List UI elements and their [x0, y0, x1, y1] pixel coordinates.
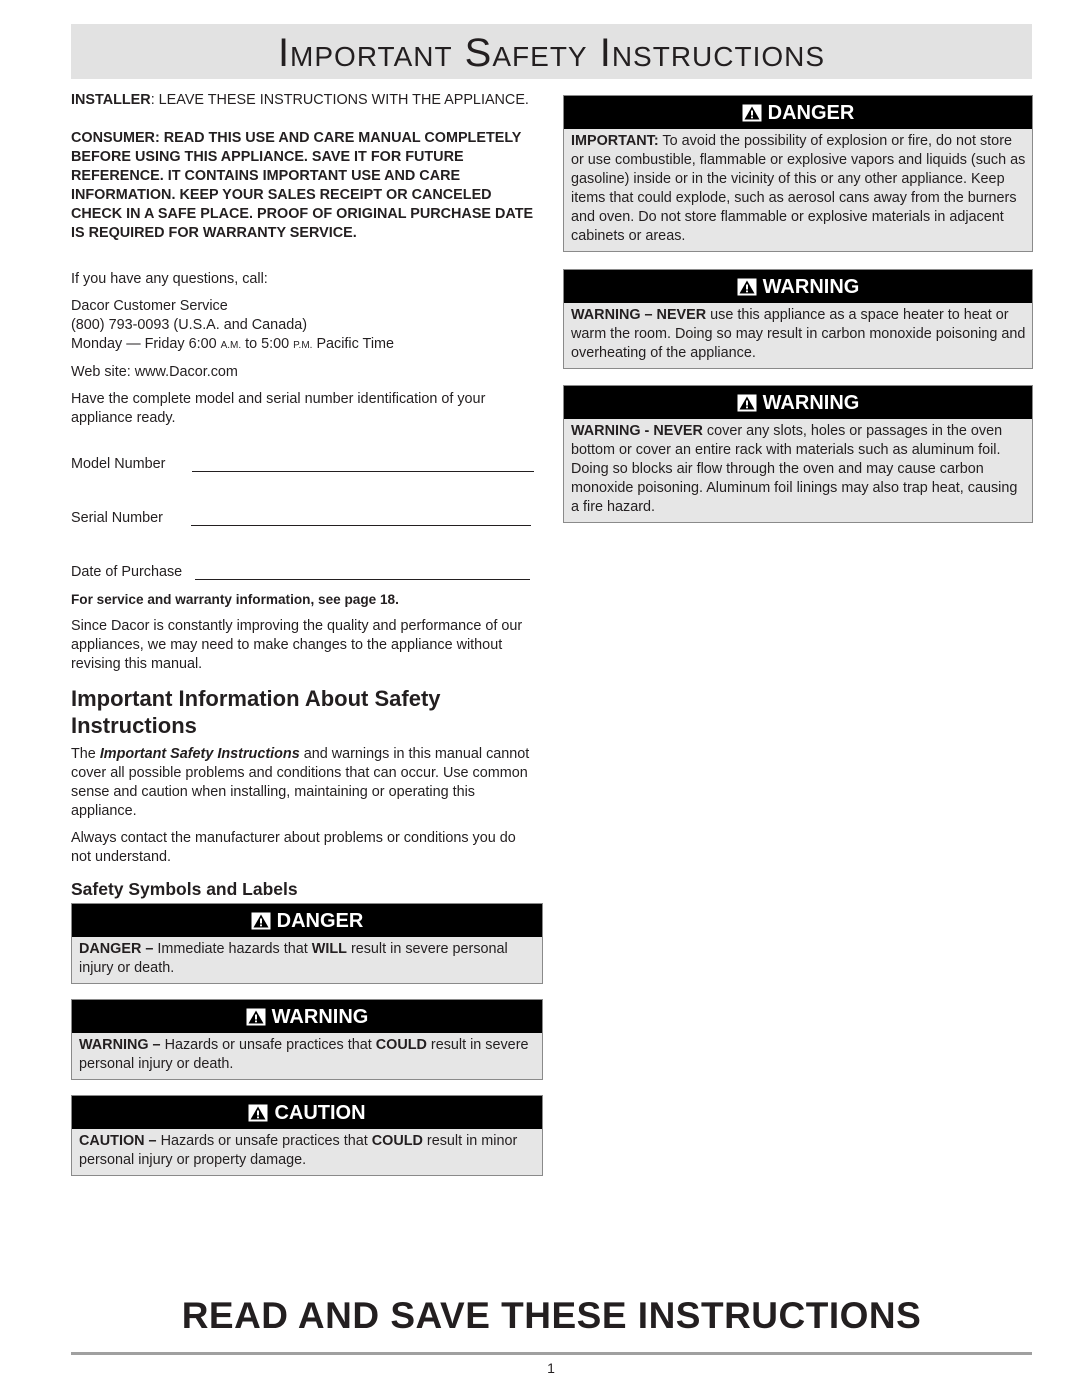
warning-space-heater-body: use this appliance as a space heater to heat or warm the room. Doing so may result in carbon monoxide poisoning and overheating of the appliance. — [571, 307, 1026, 361]
serial-number-field[interactable] — [71, 509, 543, 528]
danger-explosion-body: To avoid the possibility of explosion or fire, do not store or use combustible, flammable or explosive vapors and liquids (such as gasoline) inside or in the vicinity of this or any other appliance. Keep items that could explode, such as aerosol cans away from the burners and oven. Do not store flammable or explosive materials in adjacent cabinets or areas. — [571, 133, 1026, 244]
info-paragraph-1 — [71, 745, 537, 821]
date-of-purchase-label: Date of Purchase — [71, 564, 183, 580]
caution-label-post: result in minor personal injury or property damage. — [79, 1133, 518, 1168]
caution-label-title: CAUTION — [274, 1102, 366, 1124]
footer-divider — [71, 1352, 1032, 1355]
service-warranty-note: For service and warranty information, see page 18. — [71, 592, 399, 607]
left-column — [71, 91, 543, 1176]
caution-label-lead: CAUTION – — [79, 1133, 157, 1149]
pm-label: P.M. — [293, 340, 313, 351]
info-p1-pre: The — [71, 746, 96, 762]
serial-number-label: Serial Number — [71, 510, 163, 526]
warning-label-key: COULD — [375, 1037, 427, 1053]
warning-triangle-icon — [251, 912, 271, 930]
danger-explosion-text — [564, 129, 1032, 251]
warning-foil-body: cover any slots, holes or passages in the oven bottom or cover an entire rack with materials such as aluminum foil. Doing so blocks air flow through the oven and may cause carbon monoxide poisoning. Aluminum foil linings may also trap heat, causing a fire hazard. — [571, 423, 1018, 515]
caution-label-header — [72, 1096, 542, 1129]
warning-triangle-icon — [737, 394, 757, 412]
installer-text: : LEAVE THESE INSTRUCTIONS WITH THE APPLIANCE. — [150, 92, 529, 108]
danger-label-post: result in severe personal injury or death. — [79, 941, 508, 976]
am-label: A.M. — [220, 340, 242, 351]
warning-label-lead: WARNING – — [79, 1037, 161, 1053]
caution-label-box — [71, 1095, 543, 1176]
warning-space-heater-text — [564, 303, 1032, 368]
warning-space-heater-box — [563, 269, 1033, 369]
consumer-note: CONSUMER: READ THIS USE AND CARE MANUAL COMPLETELY BEFORE USING THIS APPLIANCE. SAVE IT FOR FUTURE REFERENCE. IT CONTAINS IMPORTANT USE AND CARE INFORMATION. KEEP YOUR SALES RECEIPT OR CANCELED CHECK IN A SAFE PLACE. PROOF OF ORIGINAL PURCHASE DATE IS REQUIRED FOR WARRANTY SERVICE. — [71, 130, 534, 241]
model-number-field[interactable] — [71, 455, 543, 474]
danger-label-title: DANGER — [276, 910, 364, 932]
info-p1-emphasis: Important Safety Instructions — [99, 746, 300, 762]
installer-label: INSTALLER — [71, 92, 151, 108]
caution-label-text — [72, 1129, 542, 1175]
caution-label-key: COULD — [371, 1133, 423, 1149]
symbols-heading: Safety Symbols and Labels — [71, 879, 298, 899]
danger-label-lead: DANGER – — [79, 941, 154, 957]
info-paragraph-2: Always contact the manufacturer about problems or conditions you do not understand. — [71, 830, 516, 865]
caution-label-pre: Hazards or unsafe practices that — [160, 1133, 368, 1149]
serial-number-line[interactable] — [191, 525, 531, 526]
warning-label-text — [72, 1033, 542, 1079]
date-of-purchase-field[interactable] — [71, 563, 543, 582]
warning-space-heater-lead: WARNING – NEVER — [571, 307, 707, 323]
right-column — [563, 95, 1033, 523]
service-hours — [71, 335, 543, 355]
warning-triangle-icon — [742, 104, 762, 122]
warning-space-heater-header — [564, 270, 1032, 303]
installer-note — [71, 91, 543, 110]
warning-foil-lead: WARNING - NEVER — [571, 423, 703, 439]
warning-triangle-icon — [737, 278, 757, 296]
model-number-label: Model Number — [71, 456, 166, 472]
improving-note: Since Dacor is constantly improving the quality and performance of our appliances, we may need to make changes to the appliance without revising this manual. — [71, 618, 523, 672]
warning-label-box — [71, 999, 543, 1080]
serial-note: Have the complete model and serial number identification of your appliance ready. — [71, 391, 486, 426]
warning-foil-header — [564, 386, 1032, 419]
model-number-line[interactable] — [192, 471, 534, 472]
page-number: 1 — [547, 1360, 555, 1376]
danger-label-pre: Immediate hazards that — [157, 941, 308, 957]
danger-label-box — [71, 903, 543, 984]
date-of-purchase-line[interactable] — [195, 579, 530, 580]
info-heading: Important Information About Safety Instructions — [71, 686, 441, 738]
warning-label-header — [72, 1000, 542, 1033]
footer-title: READ AND SAVE THESE INSTRUCTIONS — [181, 1295, 922, 1336]
hours-start: Monday — Friday 6:00 — [71, 336, 217, 352]
hours-to: to 5:00 — [245, 336, 290, 352]
danger-explosion-title: DANGER — [767, 102, 855, 124]
warning-foil-title: WARNING — [762, 392, 860, 414]
danger-explosion-lead: IMPORTANT: — [571, 133, 659, 149]
warning-triangle-icon — [246, 1008, 266, 1026]
warning-foil-text — [564, 419, 1032, 522]
warning-foil-box — [563, 385, 1033, 523]
warning-label-title: WARNING — [271, 1006, 369, 1028]
website-text: Web site: www.Dacor.com — [71, 364, 238, 380]
service-phone: (800) 793-0093 (U.S.A. and Canada) — [71, 317, 307, 333]
warning-space-heater-title: WARNING — [762, 276, 860, 298]
hours-end: Pacific Time — [316, 336, 395, 352]
warning-label-post: result in severe personal injury or death. — [79, 1037, 529, 1072]
danger-label-header — [72, 904, 542, 937]
warning-triangle-icon — [248, 1104, 268, 1122]
warning-label-pre: Hazards or unsafe practices that — [164, 1037, 372, 1053]
danger-explosion-box — [563, 95, 1033, 252]
service-name: Dacor Customer Service — [71, 298, 228, 314]
questions-text: If you have any questions, call: — [71, 271, 268, 287]
danger-label-text — [72, 937, 542, 983]
info-p1-post: and warnings in this manual cannot cover all possible problems and conditions that can occur. Use common sense and caution when installing, maintaining or operating this appliance. — [71, 746, 530, 819]
page-title: Important Safety Instructions — [71, 24, 1032, 79]
danger-label-key: WILL — [311, 941, 347, 957]
danger-explosion-header — [564, 96, 1032, 129]
